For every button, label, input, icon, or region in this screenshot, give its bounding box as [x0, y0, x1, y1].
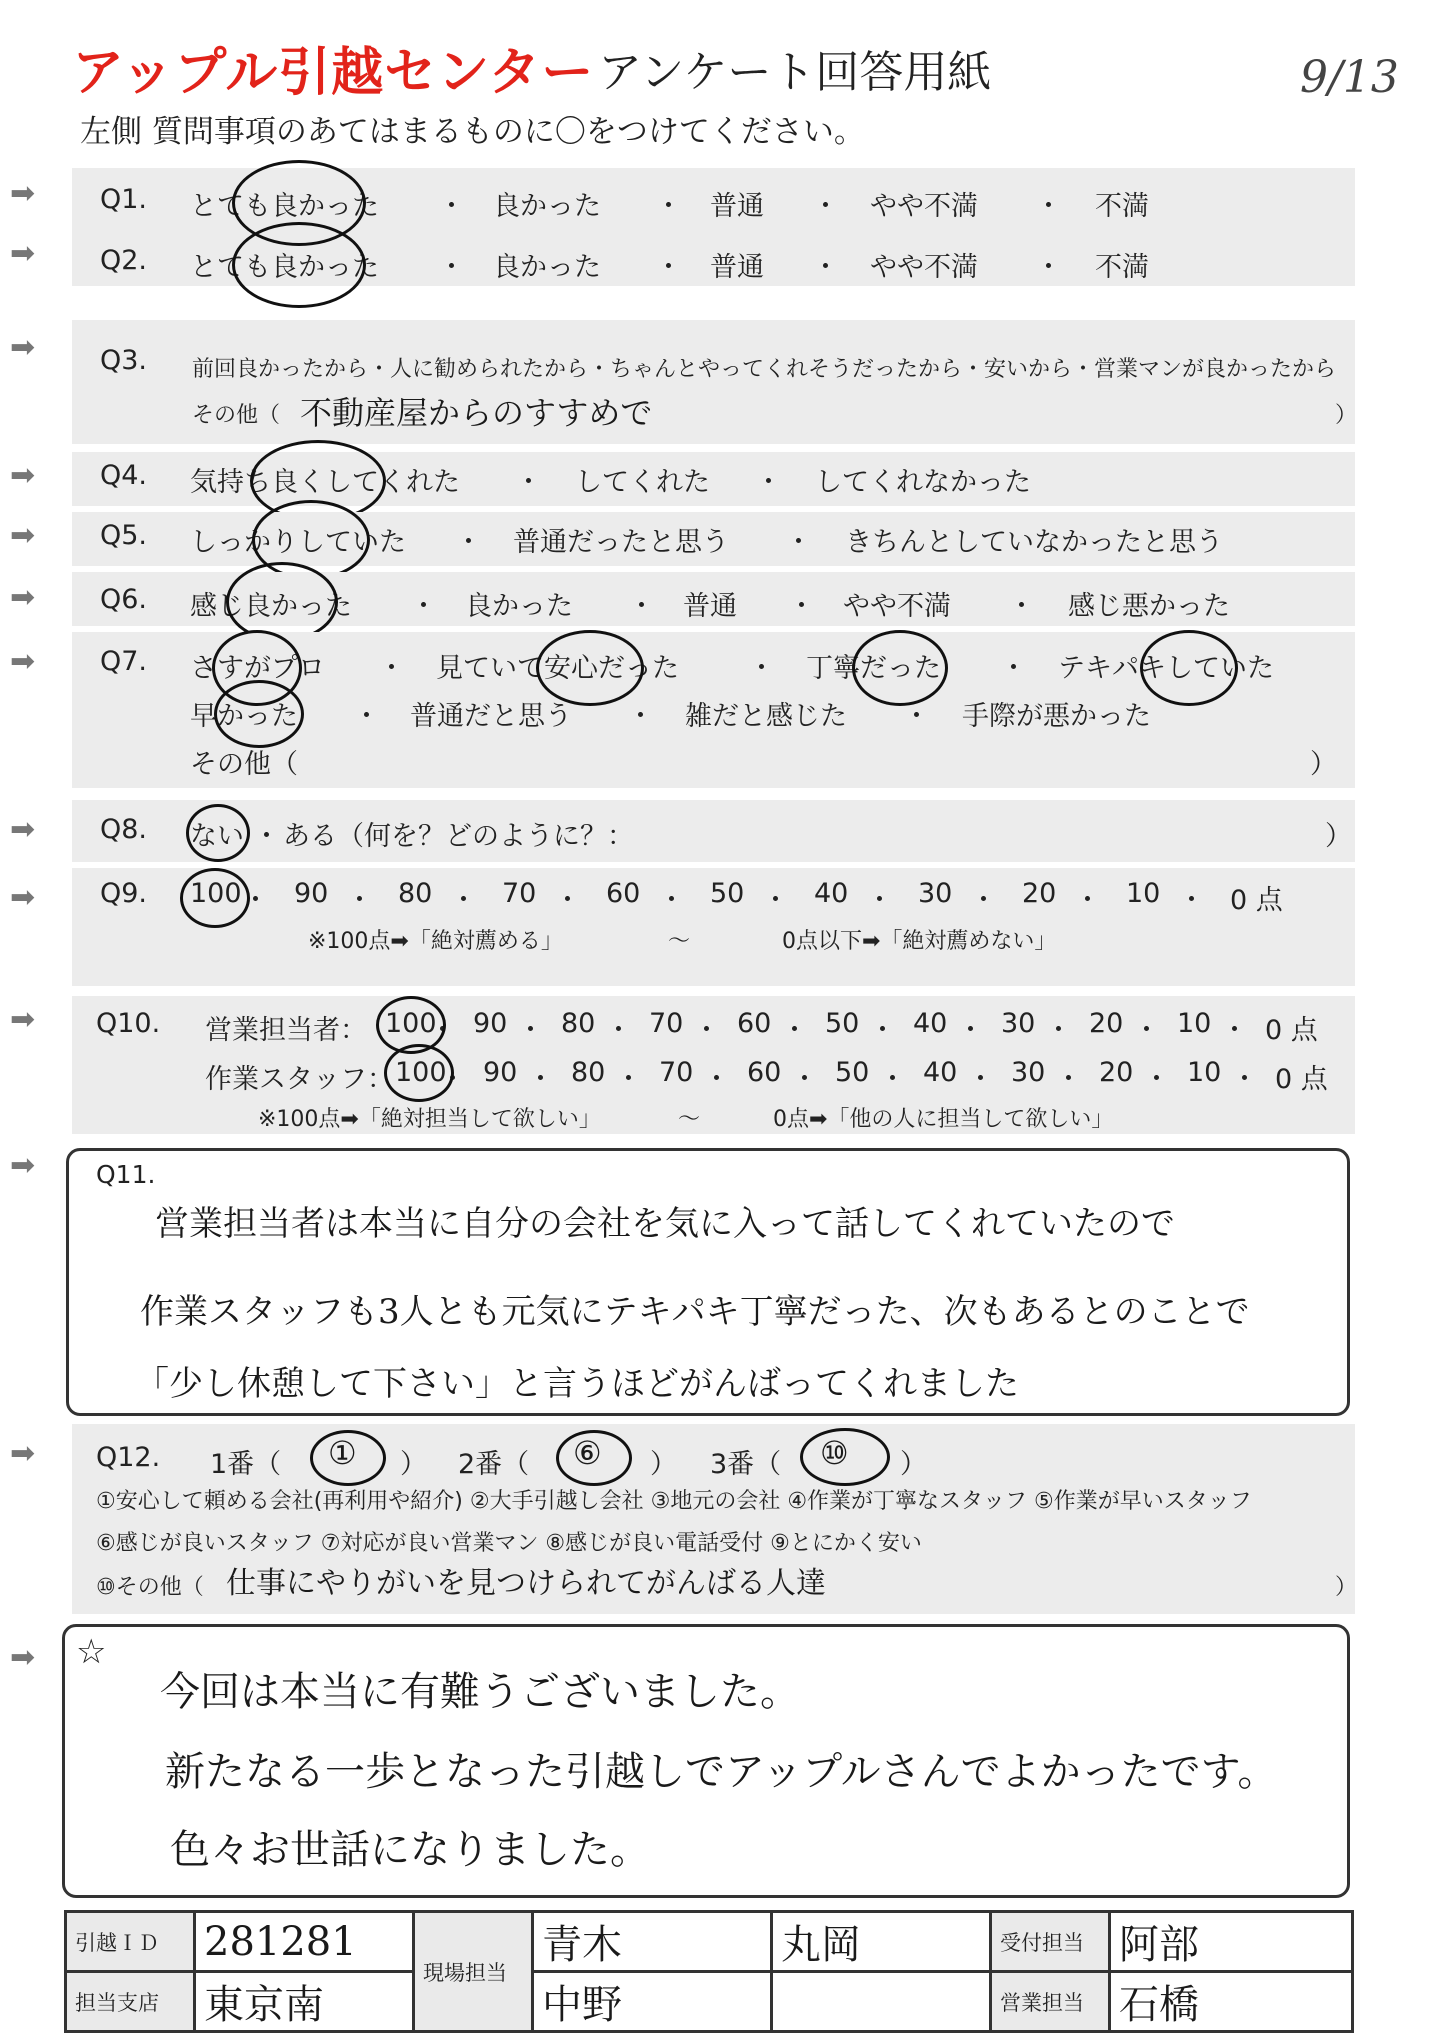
separator: ・	[791, 1064, 818, 1095]
q7-option-fast[interactable]: 早かった	[190, 701, 298, 732]
separator: ・	[253, 821, 280, 852]
separator: ・	[378, 653, 405, 684]
paren-close: ）	[1310, 749, 1337, 780]
q10-staff-score-option[interactable]: 30	[1011, 1057, 1046, 1088]
separator: ・	[1055, 1064, 1082, 1095]
q10-staff-score-option[interactable]: 70	[659, 1057, 694, 1088]
q12-rank1-circle	[310, 1430, 386, 1486]
q7-option-sloppy[interactable]: 雑だと感じた	[685, 701, 847, 732]
separator: ・	[1045, 1015, 1072, 1046]
separator: ・	[655, 252, 682, 283]
separator: ・	[970, 885, 997, 916]
separator: ・	[1035, 191, 1062, 222]
q10-staff-score-option[interactable]: 10	[1187, 1057, 1222, 1088]
separator: ・	[1000, 653, 1027, 684]
q10-staff-label: 作業スタッフ：	[205, 1064, 394, 1095]
paren-close: ）	[650, 1449, 677, 1480]
q10-staff-score-option[interactable]: 60	[747, 1057, 782, 1088]
separator: ・	[410, 591, 437, 622]
q6-selection-circle	[226, 562, 338, 642]
arrow-icon: ➡	[10, 1148, 36, 1183]
q12-label: Q12.	[96, 1442, 161, 1473]
q12-choices-row-2: ⑥感じが良いスタッフ ⑦対応が良い営業マン ⑧感じが良い電話受付 ⑨とにかく安い	[96, 1531, 922, 1556]
separator: ・	[429, 1015, 456, 1046]
separator: ・	[866, 885, 893, 916]
q3-label: Q3.	[100, 345, 148, 376]
q2-option-4[interactable]: やや不満	[870, 252, 978, 283]
sales-rep-value: 石橋	[1110, 1972, 1353, 2032]
q4-option-2[interactable]: してくれた	[575, 467, 710, 498]
q10-sales-score-option[interactable]: 70	[649, 1008, 684, 1039]
q10-sales-score-option[interactable]: 40	[913, 1008, 948, 1039]
q9-score-option[interactable]: 40	[814, 878, 849, 909]
arrow-icon: ➡	[10, 1002, 36, 1037]
q1-option-2[interactable]: 良かった	[493, 191, 601, 222]
q6-label: Q6.	[100, 584, 148, 615]
q10-staff-selection-circle	[384, 1044, 454, 1102]
separator: ・	[957, 1015, 984, 1046]
q12-other-answer: 仕事にやりがいを見つけられてがんばる人達	[226, 1566, 826, 1601]
q7-circle-fast	[214, 680, 304, 748]
separator: ・	[781, 1015, 808, 1046]
q12-rank2-answer: ⑥	[573, 1434, 602, 1472]
q11-comment-line-3: 「少し休憩して下さい」と言うほどがんばってくれました	[135, 1364, 1019, 1404]
q5-option-2[interactable]: 普通だったと思う	[513, 527, 729, 558]
q10-staff-score-option[interactable]: 0 点	[1275, 1064, 1328, 1095]
separator: ・	[755, 467, 782, 498]
q8-option-no[interactable]: ない	[190, 821, 244, 852]
move-id-value: 281281	[195, 1912, 414, 1972]
move-id-label: 引越ＩＤ	[66, 1912, 195, 1972]
arrow-icon: ➡	[10, 1640, 36, 1675]
paren-close: ）	[400, 1449, 427, 1480]
q10-note-tilde: 〜	[678, 1107, 701, 1132]
instruction-text: 左側 質問事項のあてはまるものに〇をつけてください。	[80, 114, 865, 150]
separator: ・	[785, 527, 812, 558]
arrow-icon: ➡	[10, 176, 36, 211]
free-comment-line-3: 色々お世話になりました。	[170, 1827, 650, 1873]
site-staff-3: 中野	[533, 1972, 772, 2032]
staff-info-table	[64, 1910, 1354, 2033]
q7-option-pro[interactable]: さすがプロ	[190, 653, 325, 684]
q6-option-1[interactable]: 感じ良かった	[190, 591, 352, 622]
q10-note-left: ※100点➡「絶対担当して欲しい」	[258, 1107, 601, 1132]
form-title: アンケート回答用紙	[598, 47, 992, 98]
separator: ・	[615, 1064, 642, 1095]
q10-sales-score-option[interactable]: 90	[473, 1008, 508, 1039]
site-staff-1: 青木	[533, 1912, 772, 1972]
q12-rank1-label: 1番（	[210, 1449, 282, 1480]
q10-sales-score-option[interactable]: 0 点	[1265, 1015, 1318, 1046]
q4-option-1[interactable]: 気持ち良くしてくれた	[190, 467, 460, 498]
q2-option-2[interactable]: 良かった	[493, 252, 601, 283]
arrow-icon: ➡	[10, 580, 36, 615]
separator: ・	[455, 527, 482, 558]
paren-close: ）	[900, 1449, 927, 1480]
separator: ・	[554, 885, 581, 916]
site-staff-label: 現場担当	[414, 1912, 533, 2032]
separator: ・	[903, 701, 930, 732]
q9-score-option[interactable]: 100	[190, 878, 242, 909]
separator: ・	[748, 653, 775, 684]
branch-label: 担当支店	[66, 1972, 195, 2032]
q10-sales-score-option[interactable]: 30	[1001, 1008, 1036, 1039]
q12-rank3-circle	[800, 1428, 890, 1486]
q11-comment-line-2: 作業スタッフも3人とも元気にテキパキ丁寧だった、次もあるとのことで	[140, 1292, 1250, 1332]
q7-option-clumsy[interactable]: 手際が悪かった	[962, 701, 1151, 732]
q7-option-efficient[interactable]: テキパキしていた	[1058, 653, 1274, 684]
q12-rank3-label: 3番（	[710, 1449, 782, 1480]
separator: ・	[693, 1015, 720, 1046]
q5-label: Q5.	[100, 520, 148, 551]
q7-label: Q7.	[100, 646, 148, 677]
q4-label: Q4.	[100, 460, 148, 491]
q5-option-1[interactable]: しっかりしていた	[190, 527, 406, 558]
q9-score-option[interactable]: 80	[398, 878, 433, 909]
q10-staff-score-option[interactable]: 80	[571, 1057, 606, 1088]
q9-note-tilde: 〜	[668, 929, 691, 954]
q10-staff-score-option[interactable]: 100	[395, 1057, 447, 1088]
paren-close: ）	[1335, 403, 1358, 428]
separator: ・	[438, 252, 465, 283]
q2-option-5[interactable]: 不満	[1095, 252, 1149, 283]
q1-option-4[interactable]: やや不満	[870, 191, 978, 222]
q7-option-reassuring[interactable]: 見ていて安心だった	[436, 653, 679, 684]
arrow-icon: ➡	[10, 330, 36, 365]
separator: ・	[605, 1015, 632, 1046]
q8-selection-circle	[186, 804, 250, 862]
separator: ・	[1178, 885, 1205, 916]
q9-score-option[interactable]: 90	[294, 878, 329, 909]
reception-label: 受付担当	[991, 1912, 1110, 1972]
q9-score-option[interactable]: 10	[1126, 878, 1161, 909]
site-staff-2: 丸岡	[772, 1912, 991, 1972]
separator: ・	[450, 885, 477, 916]
q9-score-option[interactable]: 30	[918, 878, 953, 909]
arrow-icon: ➡	[10, 458, 36, 493]
q7-circle-efficient	[1140, 630, 1238, 706]
branch-value: 東京南	[195, 1972, 414, 2032]
q11-comment-line-1: 営業担当者は本当に自分の会社を気に入って話してくれていたので	[155, 1204, 1175, 1244]
arrow-icon: ➡	[10, 236, 36, 271]
q12-other-label: ⑩その他（	[96, 1575, 204, 1600]
q10-staff-score-option[interactable]: 50	[835, 1057, 870, 1088]
separator: ・	[527, 1064, 554, 1095]
q3-other-answer: 不動産屋からのすすめで	[300, 394, 653, 432]
q10-sales-score-option[interactable]: 20	[1089, 1008, 1124, 1039]
separator: ・	[627, 701, 654, 732]
q6-option-2[interactable]: 良かった	[465, 591, 573, 622]
q9-score-option[interactable]: 0 点	[1230, 885, 1283, 916]
paren-close: ）	[1335, 1575, 1358, 1600]
separator: ・	[879, 1064, 906, 1095]
q10-sales-score-option[interactable]: 60	[737, 1008, 772, 1039]
arrow-icon: ➡	[10, 812, 36, 847]
separator: ・	[353, 701, 380, 732]
separator: ・	[628, 591, 655, 622]
sales-rep-label: 営業担当	[991, 1972, 1110, 2032]
q10-note-right: 0点➡「他の人に担当して欲しい」	[773, 1107, 1114, 1132]
separator: ・	[703, 1064, 730, 1095]
arrow-icon: ➡	[10, 1436, 36, 1471]
q9-score-option[interactable]: 60	[606, 878, 641, 909]
q9-score-option[interactable]: 50	[710, 878, 745, 909]
q10-staff-score-option[interactable]: 40	[923, 1057, 958, 1088]
separator: ・	[869, 1015, 896, 1046]
q11-label: Q11.	[96, 1160, 156, 1189]
q10-sales-score-option[interactable]: 80	[561, 1008, 596, 1039]
q2-option-3[interactable]: 普通	[710, 252, 764, 283]
separator: ・	[515, 467, 542, 498]
q10-staff-score-option[interactable]: 20	[1099, 1057, 1134, 1088]
q3-options[interactable]: 前回良かったから・人に勧められたから・ちゃんとやってくれそうだったから・安いから・営業マンが良かったから	[192, 357, 1337, 382]
arrow-icon: ➡	[10, 518, 36, 553]
arrow-icon: ➡	[10, 880, 36, 915]
q4-option-3[interactable]: してくれなかった	[815, 467, 1031, 498]
q10-sales-score-option[interactable]: 100	[385, 1008, 437, 1039]
separator: ・	[1231, 1064, 1258, 1095]
q6-option-4[interactable]: やや不満	[843, 591, 951, 622]
q7-circle-polite	[852, 630, 948, 706]
q6-option-5[interactable]: 感じ悪かった	[1068, 591, 1230, 622]
q2-selection-circle	[232, 222, 366, 308]
q9-score-option[interactable]: 70	[502, 878, 537, 909]
reception-value: 阿部	[1110, 1912, 1353, 1972]
q1-option-1[interactable]: とても良かった	[190, 191, 379, 222]
star-icon: ☆	[76, 1632, 107, 1672]
q7-option-polite[interactable]: 丁寧だった	[806, 653, 941, 684]
separator: ・	[812, 252, 839, 283]
q2-option-1[interactable]: とても良かった	[190, 252, 379, 283]
separator: ・	[1133, 1015, 1160, 1046]
q12-rank1-answer: ①	[328, 1434, 357, 1472]
q10-staff-score-option[interactable]: 90	[483, 1057, 518, 1088]
q10-label: Q10.	[96, 1008, 161, 1039]
separator: ・	[242, 885, 269, 916]
separator: ・	[1074, 885, 1101, 916]
q9-note-left: ※100点➡「絶対薦める」	[308, 929, 563, 954]
handwritten-date: 9/13	[1300, 52, 1399, 103]
paren-close: ）	[1325, 821, 1352, 852]
q8-option-yes[interactable]: ある（何を？どのように？：	[283, 821, 634, 852]
free-comment-line-2: 新たなる一歩となった引越しでアップルさんでよかったです。	[165, 1749, 1278, 1795]
separator: ・	[762, 885, 789, 916]
separator: ・	[346, 885, 373, 916]
free-comment-line-1: 今回は本当に有難うございました。	[160, 1669, 800, 1715]
q3-other-label: その他（	[192, 403, 281, 428]
separator: ・	[438, 191, 465, 222]
q5-option-3[interactable]: きちんとしていなかったと思う	[845, 527, 1223, 558]
separator: ・	[788, 591, 815, 622]
arrow-icon: ➡	[10, 644, 36, 679]
separator: ・	[1221, 1015, 1248, 1046]
q9-note-right: 0点以下➡「絶対薦めない」	[782, 929, 1057, 954]
q10-sales-score-option[interactable]: 50	[825, 1008, 860, 1039]
q9-selection-circle	[180, 868, 250, 928]
separator: ・	[967, 1064, 994, 1095]
q1-option-5[interactable]: 不満	[1095, 191, 1149, 222]
q9-label: Q9.	[100, 878, 148, 909]
q9-score-option[interactable]: 20	[1022, 878, 1057, 909]
q12-choices-row-1: ①安心して頼める会社(再利用や紹介) ②大手引越し会社 ③地元の会社 ④作業が丁寧なスタッフ ⑤作業が早いスタッフ	[96, 1489, 1252, 1514]
q12-rank3-answer: ⑩	[820, 1434, 849, 1472]
company-logo: アップル引越センター	[72, 43, 595, 103]
separator: ・	[655, 191, 682, 222]
q8-label: Q8.	[100, 814, 148, 845]
separator: ・	[517, 1015, 544, 1046]
separator: ・	[812, 191, 839, 222]
q7-other-label: その他（	[190, 749, 298, 780]
separator: ・	[1008, 591, 1035, 622]
q12-rank2-circle	[556, 1430, 632, 1486]
q1-label: Q1.	[100, 184, 148, 215]
q1-option-3[interactable]: 普通	[710, 191, 764, 222]
q12-rank2-label: 2番（	[458, 1449, 530, 1480]
separator: ・	[658, 885, 685, 916]
separator: ・	[1143, 1064, 1170, 1095]
separator: ・	[1035, 252, 1062, 283]
q10-sales-score-option[interactable]: 10	[1177, 1008, 1212, 1039]
q7-option-normal[interactable]: 普通だと思う	[410, 701, 572, 732]
q10-sales-label: 営業担当者：	[205, 1015, 367, 1046]
separator: ・	[439, 1064, 466, 1095]
q6-option-3[interactable]: 普通	[683, 591, 737, 622]
q2-label: Q2.	[100, 245, 148, 276]
